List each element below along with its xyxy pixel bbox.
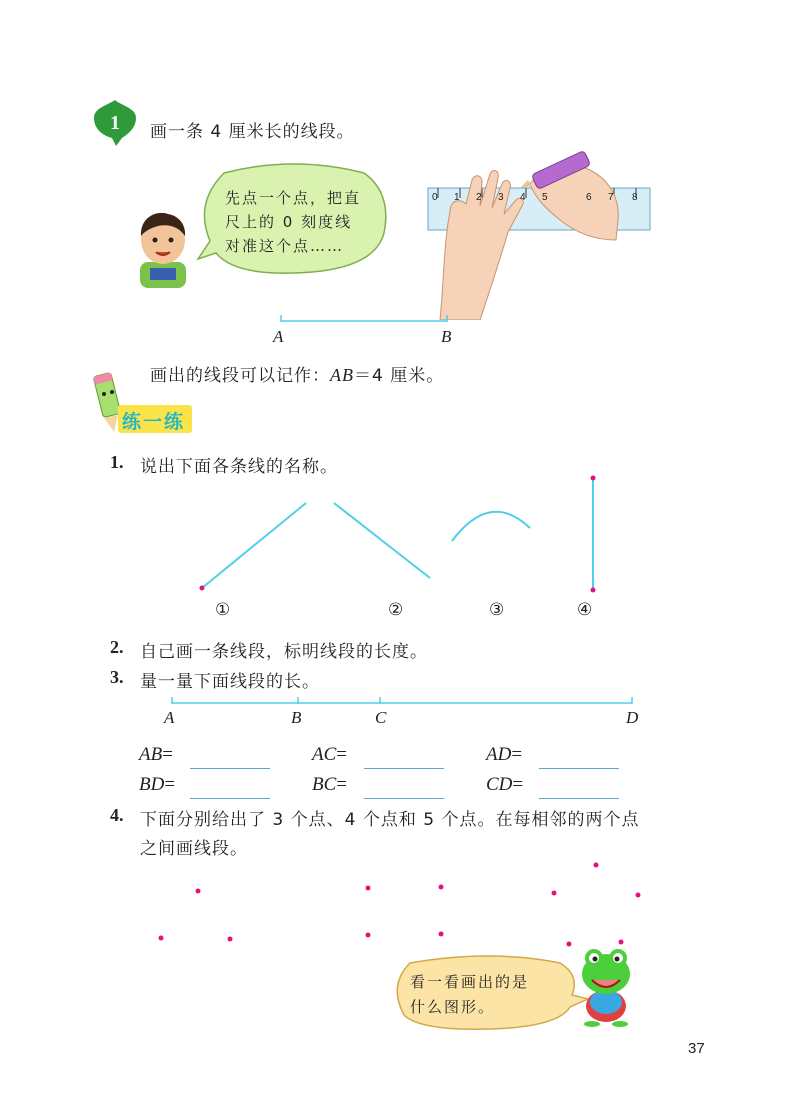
q4-text-line-2: 之间画线段。	[140, 839, 248, 859]
practice-heading: 练一练	[122, 411, 186, 433]
answer-ab	[139, 744, 173, 766]
q1-label-2: ②	[388, 600, 404, 620]
dot-4-b	[439, 885, 444, 890]
example-label-a: A	[273, 327, 284, 346]
page-number: 37	[688, 1040, 705, 1057]
example-label-b: B	[441, 327, 452, 346]
ruler-tick-8: 8	[632, 192, 638, 203]
example-segment	[276, 312, 456, 326]
ruler-tick-2: 2	[476, 192, 482, 203]
answer-bd	[139, 774, 175, 796]
ruler-tick-5: 5	[542, 192, 548, 203]
notation-line	[150, 361, 444, 386]
notation-rest: ＝4 厘米。	[354, 366, 445, 386]
q1-number: 1.	[110, 452, 124, 472]
segment-4-top-endpoint	[591, 476, 596, 481]
q3-point-c: C	[375, 708, 387, 727]
ruler-tick-4: 4	[520, 192, 526, 203]
notation-prefix: 画出的线段可以记作：	[150, 366, 330, 386]
dot-4-d	[439, 932, 444, 937]
dot-5-c	[636, 893, 641, 898]
q1-label-3: ③	[489, 600, 505, 620]
segment-4-bottom-endpoint	[591, 588, 596, 593]
ruler-tick-6: 6	[586, 192, 592, 203]
answer-ad-field[interactable]	[539, 750, 619, 769]
q4-text-line-1: 下面分别给出了 3 个点、4 个点和 5 个点。在每相邻的两个点	[140, 810, 640, 830]
curve-3	[452, 512, 530, 541]
answer-bd-field[interactable]	[190, 780, 270, 799]
answer-ad	[486, 744, 522, 766]
q3-point-d: D	[626, 708, 639, 727]
dot-5-a	[594, 863, 599, 868]
dot-4-a	[366, 886, 371, 891]
answer-bc-field[interactable]	[364, 780, 444, 799]
answer-ac-label: AC	[312, 744, 337, 765]
answer-cd-field[interactable]	[539, 780, 619, 799]
boy-avatar	[128, 206, 198, 288]
q2-text: 自己画一条线段，标明线段的长度。	[140, 642, 428, 662]
ruler-tick-1: 1	[454, 192, 460, 203]
bubble-line-1: 先点一个点，把直	[225, 189, 362, 207]
dot-3-c	[228, 937, 233, 942]
dot-5-d	[567, 942, 572, 947]
example-number: 1	[110, 112, 120, 134]
q1-text: 说出下面各条线的名称。	[140, 457, 338, 477]
ruler-illustration	[420, 140, 660, 320]
frog-bubble-line-1: 看一看画出的是	[410, 973, 530, 991]
answer-ad-label: AD	[486, 744, 512, 765]
dot-5-b	[552, 891, 557, 896]
bubble-line-2: 尺上的 0 刻度线	[225, 213, 353, 231]
q2-number: 2.	[110, 637, 124, 657]
dot-3-b	[159, 936, 164, 941]
notation-segment: AB	[330, 365, 354, 385]
q1-label-4: ④	[577, 600, 593, 620]
ruler-tick-0: 0	[432, 192, 438, 203]
frog-bubble-line-2: 什么图形。	[410, 998, 496, 1016]
example-title: 画一条 4 厘米长的线段。	[150, 122, 355, 142]
ruler-tick-3: 3	[498, 192, 504, 203]
ray-1	[202, 503, 306, 588]
answer-cd	[486, 774, 523, 796]
answer-ad-eq: =	[511, 744, 523, 765]
line-2	[334, 503, 430, 578]
answer-ac	[312, 744, 347, 766]
answer-ab-label: AB	[139, 744, 163, 765]
q3-segment	[166, 694, 638, 708]
q3-number: 3.	[110, 667, 124, 687]
dot-3-a	[196, 889, 201, 894]
answer-bc	[312, 774, 347, 796]
q3-text: 量一量下面线段的长。	[140, 672, 320, 692]
q3-point-a: A	[164, 708, 175, 727]
q1-label-1: ①	[215, 600, 231, 620]
q4-number: 4.	[110, 805, 124, 825]
q1-figures	[190, 470, 610, 600]
ruler-tick-7: 7	[608, 192, 614, 203]
answer-bc-label: BC	[312, 774, 337, 795]
ray-1-endpoint	[200, 586, 205, 591]
answer-ab-eq: =	[162, 744, 173, 765]
dot-4-c	[366, 933, 371, 938]
answer-ac-eq: =	[336, 744, 347, 765]
q3-point-b: B	[291, 708, 302, 727]
frog-mascot	[572, 944, 642, 1028]
q4-dots	[150, 855, 650, 955]
answer-cd-label: CD	[486, 774, 513, 795]
answer-bd-label: BD	[139, 774, 165, 795]
answer-ac-field[interactable]	[364, 750, 444, 769]
answer-bd-eq: =	[164, 774, 176, 795]
bubble-line-3: 对准这个点……	[225, 237, 345, 255]
answer-cd-eq: =	[512, 774, 524, 795]
answer-bc-eq: =	[336, 774, 347, 795]
answer-ab-field[interactable]	[190, 750, 270, 769]
